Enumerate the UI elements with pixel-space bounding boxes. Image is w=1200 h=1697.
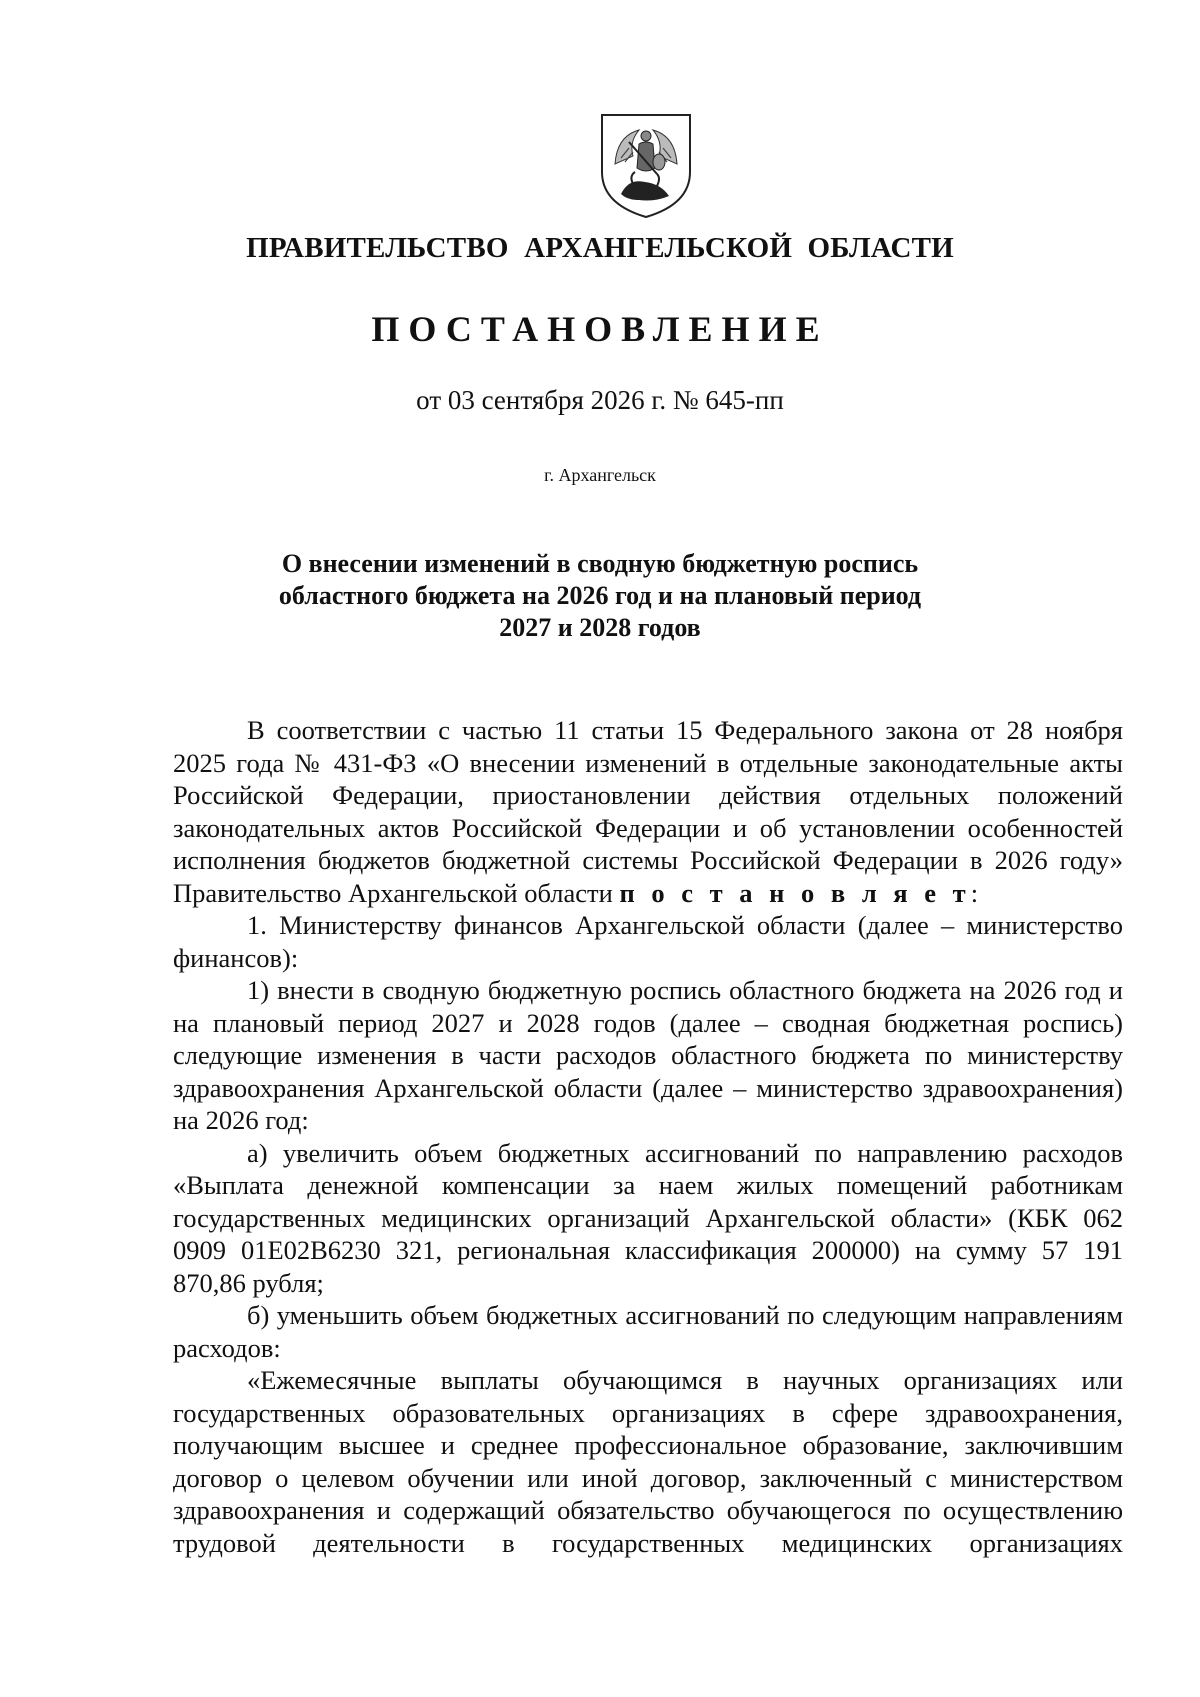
subject-line-2: областного бюджета на 2026 год и на плановый период (278, 581, 922, 610)
preamble-paragraph (173, 714, 1123, 909)
item-b-quote-paragraph: «Ежемесячные выплаты обучающимся в научных организациях или государственных образовательных организациях в сфере здравоохранения, получающим высшее и среднее профессиональное образование, заключившим договор о целевом обучении или иной договор, заключенный с министерством здравоохранения и содержащий обязательство обучающегося по осуществлению трудовой деятельности в государственных медицинских организациях (173, 1365, 1123, 1558)
arkhangelsk-coat-of-arms-icon (599, 112, 693, 220)
document-city: г. Архангельск (544, 465, 656, 485)
document-body (173, 714, 1123, 1559)
government-title: ПРАВИТЕЛЬСТВО АРХАНГЕЛЬСКОЙ ОБЛАСТИ (246, 232, 954, 264)
preamble-text: В соответствии с частью 11 статьи 15 Федерального закона от 28 ноября 2025 года № 431-ФЗ «О внесении изменений в отдельные законодательные акты Российской Федерации, приостановлении действия отдельных положений законодательных актов Российской Федерации и об установлении особенностей исполнения бюджетов бюджетной системы Российской Федерации в 2026 году» Правительство Архангельской области (173, 715, 1123, 908)
item-a-paragraph: а) увеличить объем бюджетных ассигнований по направлению расходов «Выплата денежной компенсации за наем жилых помещений работникам государственных медицинских организаций Архангельской области» (КБК 062 0909 01Е02В6230 321, региональная классификация 200000) на сумму 57 191 870,86 рубля; (173, 1137, 1123, 1298)
document-number-date: от 03 сентября 2026 г. № 645-пп (416, 385, 784, 415)
document-subject-heading (0, 548, 1200, 644)
document-type-title: ПОСТАНОВЛЕНИЕ (371, 309, 829, 349)
subject-line-1: О внесении изменений в сводную бюджетную роспись (281, 549, 919, 578)
coat-of-arms-emblem (599, 112, 693, 220)
resolves-emphasis: п о с т а н о в л я е т (619, 877, 971, 908)
subject-line-3: 2027 и 2028 годов (499, 613, 701, 642)
item-b-paragraph: б) уменьшить объем бюджетных ассигнований по следующим направлениям расходов: (173, 1300, 1123, 1363)
preamble-colon: : (970, 877, 979, 908)
item-1-paragraph: 1. Министерству финансов Архангельской области (далее – министерство финансов): (173, 910, 1123, 973)
item-1-1-paragraph: 1) внести в сводную бюджетную роспись областного бюджета на 2026 год и на плановый период 2027 и 2028 годов (далее – сводная бюджетная роспись) следующие изменения в части расходов областного бюджета по министерству здравоохранения Архангельской области (далее – министерство здравоохранения) на 2026 год: (173, 975, 1123, 1135)
